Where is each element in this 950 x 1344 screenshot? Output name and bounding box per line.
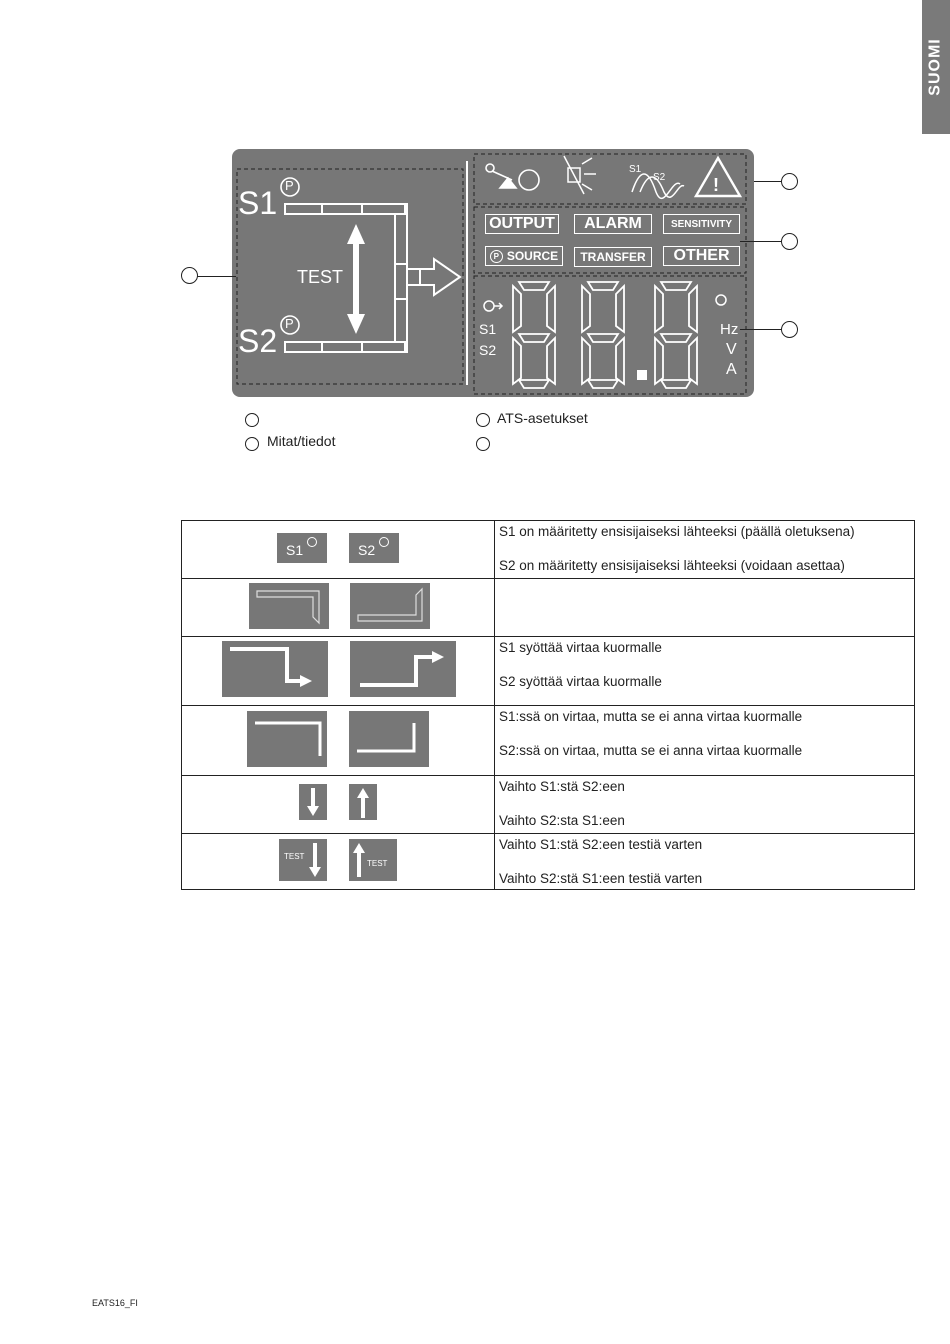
row1-desc1: S1 on määritetty ensisijaiseksi lähteeksi (päällä oletuksena) [499, 524, 855, 539]
symbol-s2-text: S2 [358, 542, 376, 558]
callout-circle-icons [781, 173, 798, 190]
row3-desc2: S2 syöttää virtaa kuormalle [499, 674, 662, 689]
other-label: OTHER [663, 246, 740, 266]
status-icon-row [474, 154, 754, 204]
output-label: OUTPUT [485, 214, 559, 234]
callout-leader-menu [740, 241, 782, 242]
legend-circle-1 [245, 413, 259, 427]
callout-leader-display [740, 329, 782, 330]
row5-desc2: Vaihto S2:sta S1:een [499, 813, 625, 828]
s1-label: S1 [238, 185, 278, 221]
s1-s2-preferred-symbols [182, 521, 494, 575]
s2-label: S2 [238, 323, 278, 359]
callout-circle-display [781, 321, 798, 338]
symbol-cell [182, 706, 495, 776]
description-cell [495, 637, 915, 706]
language-tab-label: SUOMI [927, 38, 945, 96]
document-code: EATS16_FI [92, 1298, 138, 1308]
display-s2-label: S2 [479, 342, 497, 358]
row4-desc2: S2:ssä on virtaa, mutta se ei anna virtaa kuormalle [499, 743, 803, 758]
legend-ats-settings: ATS-asetukset [497, 410, 588, 426]
symbol-cell [182, 834, 495, 890]
test-transfer-symbols [182, 834, 494, 886]
load-icon [486, 164, 539, 190]
description-cell [495, 579, 915, 637]
waveform-s2-label: S2 [653, 172, 666, 183]
table-row [182, 521, 915, 579]
table-row [182, 579, 915, 637]
description-cell [495, 834, 915, 890]
source-bar-symbols [182, 579, 494, 633]
warning-glyph: ! [713, 175, 719, 195]
row1-desc2: S2 on määritetty ensisijaiseksi lähteeksi (voidaan asettaa) [499, 558, 845, 573]
symbol-cell [182, 776, 495, 834]
unit-v: V [726, 341, 737, 358]
legend-measurements: Mitat/tiedot [267, 433, 336, 449]
unit-hz: Hz [720, 321, 739, 338]
s1-preferred-symbol: P [285, 178, 294, 193]
alarm-label: ALARM [574, 214, 652, 234]
transfer-arrow-symbols [182, 776, 494, 830]
description-cell [495, 706, 915, 776]
callout-leader-icons [754, 181, 782, 182]
test-label-2: TEST [367, 859, 388, 868]
row5-desc1: Vaihto S1:stä S2:een [499, 779, 625, 794]
preferred-source-icon: P [490, 250, 503, 263]
callout-circle-left [181, 267, 198, 284]
legend-circle-3 [476, 413, 490, 427]
source-label [485, 246, 563, 266]
test-label: TEST [297, 267, 344, 287]
symbol-table [181, 520, 915, 890]
fault-lamp-icon [564, 156, 596, 194]
test-label-1: TEST [284, 852, 305, 861]
row6-desc1: Vaihto S1:stä S2:een testiä varten [499, 837, 703, 852]
lcd-panel [232, 149, 754, 397]
row4-desc1: S1:ssä on virtaa, mutta se ei anna virtaa kuormalle [499, 709, 803, 724]
table-row [182, 834, 915, 890]
waveform-s1-label: S1 [629, 164, 642, 175]
display-s1-label: S1 [479, 321, 497, 337]
symbol-cell [182, 637, 495, 706]
symbol-cell [182, 579, 495, 637]
unit-a: A [726, 361, 737, 378]
table-row [182, 706, 915, 776]
table-row [182, 776, 915, 834]
table-row [182, 637, 915, 706]
symbol-s1-text: S1 [286, 542, 304, 558]
digit-segments [474, 276, 746, 394]
source-label-text: SOURCE [506, 249, 559, 263]
s2-preferred-symbol: P [285, 316, 294, 331]
language-tab [922, 0, 950, 134]
source-available-symbols [182, 706, 494, 772]
description-cell [495, 521, 915, 579]
callout-circle-menu [781, 233, 798, 250]
symbol-cell [182, 521, 495, 579]
row3-desc1: S1 syöttää virtaa kuormalle [499, 640, 662, 655]
description-cell [495, 776, 915, 834]
legend-circle-4 [476, 437, 490, 451]
row6-desc2: Vaihto S2:stä S1:een testiä varten [499, 871, 703, 886]
transfer-label: TRANSFER [574, 247, 652, 267]
legend-circle-2 [245, 437, 259, 451]
callout-leader-left [196, 276, 236, 277]
source-feeding-load-symbols [182, 637, 494, 702]
sensitivity-label: SENSITIVITY [663, 214, 740, 234]
